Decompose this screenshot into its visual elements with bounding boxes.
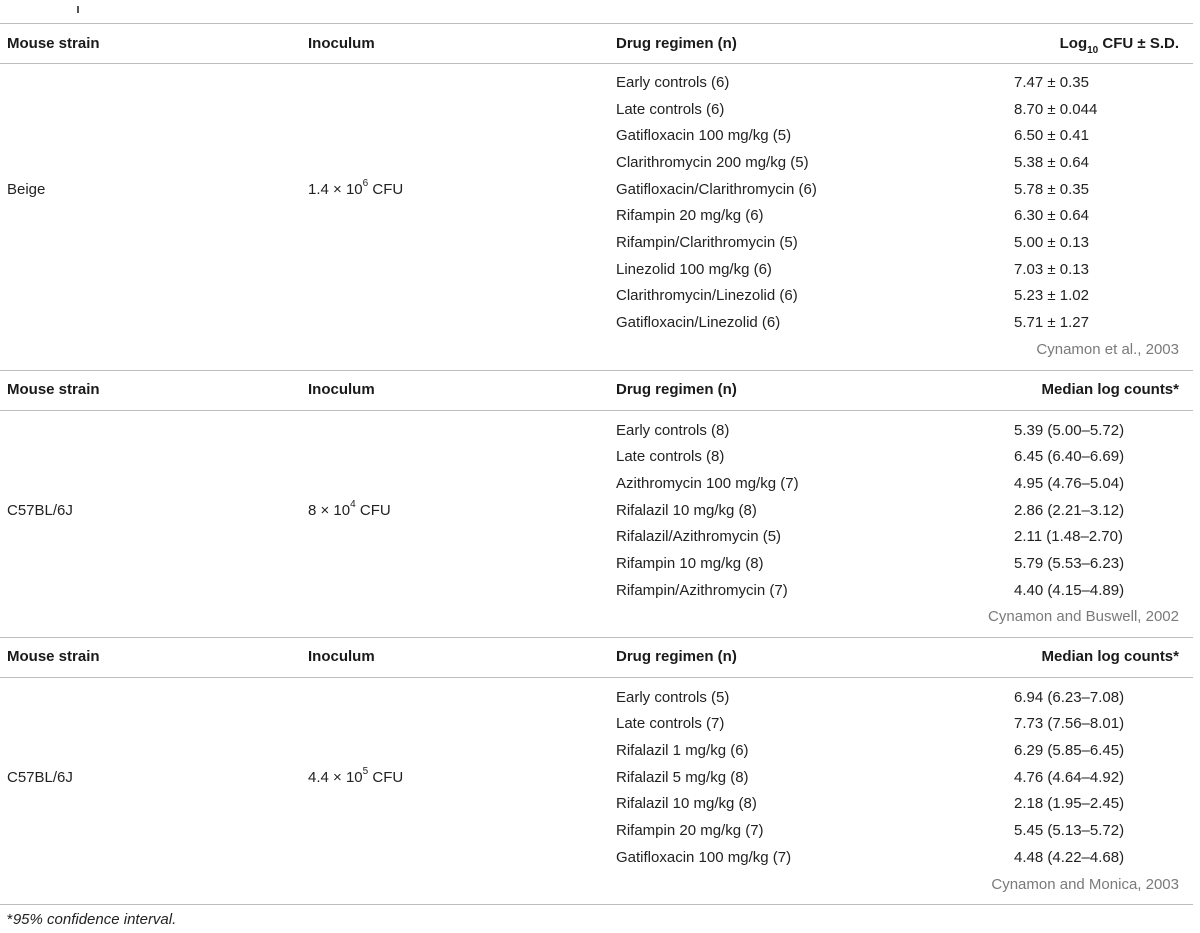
drug-regimen-cell: Rifalazil/Azithromycin (5) [616,528,782,545]
column-header-mouse-strain: Mouse strain [7,648,100,665]
result-value-cell: 4.48 (4.22–4.68) [1014,849,1125,866]
result-value-cell: 5.71 ± 1.27 [1014,314,1089,331]
drug-regimen-cell: Rifalazil 10 mg/kg (8) [616,502,757,519]
result-value-cell: 2.86 (2.21–3.12) [1014,502,1125,519]
result-value-cell: 5.00 ± 0.13 [1014,234,1089,251]
citation: Cynamon and Buswell, 2002 [988,608,1179,625]
drug-regimen-cell: Clarithromycin 200 mg/kg (5) [616,154,809,171]
section-rule [0,370,1193,371]
column-header-drug-regimen: Drug regimen (n) [616,35,737,52]
drug-regimen-cell: Gatifloxacin/Linezolid (6) [616,314,781,331]
drug-regimen-cell: Rifalazil 1 mg/kg (6) [616,742,749,759]
drug-regimen-cell: Late controls (8) [616,448,725,465]
result-value-cell: 5.38 ± 0.64 [1014,154,1089,171]
result-value-cell: 7.03 ± 0.13 [1014,261,1089,278]
result-value-cell: 6.29 (5.85–6.45) [1014,742,1125,759]
column-header-drug-regimen: Drug regimen (n) [616,648,737,665]
drug-regimen-cell: Azithromycin 100 mg/kg (7) [616,475,799,492]
top-tick-mark [77,6,79,13]
drug-regimen-cell: Clarithromycin/Linezolid (6) [616,287,798,304]
result-value-cell: 4.76 (4.64–4.92) [1014,769,1125,786]
inoculum-cell: $4.4 \times 10^5$ CFU [308,766,404,786]
column-header-drug-regimen: Drug regimen (n) [616,381,737,398]
section-rule [0,637,1193,638]
result-value-cell: 4.40 (4.15–4.89) [1014,582,1125,599]
drug-regimen-cell: Early controls (6) [616,74,730,91]
column-header-inoculum: Inoculum [308,381,375,398]
column-header-mouse-strain: Mouse strain [7,35,100,52]
drug-regimen-cell: Rifampin/Azithromycin (7) [616,582,788,599]
result-value-cell: 5.79 (5.53–6.23) [1014,555,1125,572]
column-header-result: Log$_{10}$ CFU ± S.D. [1059,35,1179,56]
result-value-cell: 5.23 ± 1.02 [1014,287,1089,304]
result-value-cell: 7.73 (7.56–8.01) [1014,715,1125,732]
drug-regimen-cell: Early controls (8) [616,422,730,439]
inoculum-cell: $1.4 \times 10^6$ CFU [308,178,404,198]
result-value-cell: 6.30 ± 0.64 [1014,207,1089,224]
result-value-cell: 6.50 ± 0.41 [1014,127,1089,144]
inoculum-cell: $8 \times 10^4$ CFU [308,499,391,519]
column-header-result: Median log counts* [1041,381,1179,398]
drug-regimen-cell: Early controls (5) [616,689,730,706]
citation: Cynamon et al., 2003 [1036,341,1179,358]
header-rule [0,410,1193,411]
header-rule [0,63,1193,64]
mouse-strain-cell: C57BL/6J [7,502,73,519]
table-bottom-rule [0,904,1193,905]
mouse-strain-cell: Beige [7,181,46,198]
result-value-cell: 5.39 (5.00–5.72) [1014,422,1125,439]
column-header-inoculum: Inoculum [308,35,375,52]
table-top-rule [0,23,1193,24]
result-value-cell: 6.45 (6.40–6.69) [1014,448,1125,465]
result-value-cell: 5.45 (5.13–5.72) [1014,822,1125,839]
drug-regimen-cell: Gatifloxacin 100 mg/kg (7) [616,849,792,866]
drug-regimen-cell: Rifalazil 5 mg/kg (8) [616,769,749,786]
result-value-cell: 6.94 (6.23–7.08) [1014,689,1125,706]
drug-regimen-cell: Rifalazil 10 mg/kg (8) [616,795,757,812]
column-header-mouse-strain: Mouse strain [7,381,100,398]
drug-regimen-cell: Rifampin 20 mg/kg (7) [616,822,764,839]
citation: Cynamon and Monica, 2003 [991,876,1179,893]
drug-regimen-cell: Gatifloxacin 100 mg/kg (5) [616,127,792,144]
result-value-cell: 2.18 (1.95–2.45) [1014,795,1125,812]
mouse-strain-cell: C57BL/6J [7,769,73,786]
result-value-cell: 5.78 ± 0.35 [1014,181,1089,198]
result-value-cell: 7.47 ± 0.35 [1014,74,1089,91]
drug-regimen-cell: Linezolid 100 mg/kg (6) [616,261,772,278]
result-value-cell: 4.95 (4.76–5.04) [1014,475,1125,492]
drug-regimen-cell: Late controls (7) [616,715,725,732]
drug-regimen-cell: Rifampin/Clarithromycin (5) [616,234,798,251]
header-rule [0,677,1193,678]
result-value-cell: 2.11 (1.48–2.70) [1014,528,1123,545]
drug-regimen-cell: Rifampin 10 mg/kg (8) [616,555,764,572]
drug-regimen-cell: Rifampin 20 mg/kg (6) [616,207,764,224]
column-header-result: Median log counts* [1041,648,1179,665]
table-footnote: *95% confidence interval. [7,911,177,928]
column-header-inoculum: Inoculum [308,648,375,665]
result-value-cell: 8.70 ± 0.044 [1014,101,1098,118]
drug-regimen-cell: Late controls (6) [616,101,725,118]
drug-regimen-cell: Gatifloxacin/Clarithromycin (6) [616,181,817,198]
